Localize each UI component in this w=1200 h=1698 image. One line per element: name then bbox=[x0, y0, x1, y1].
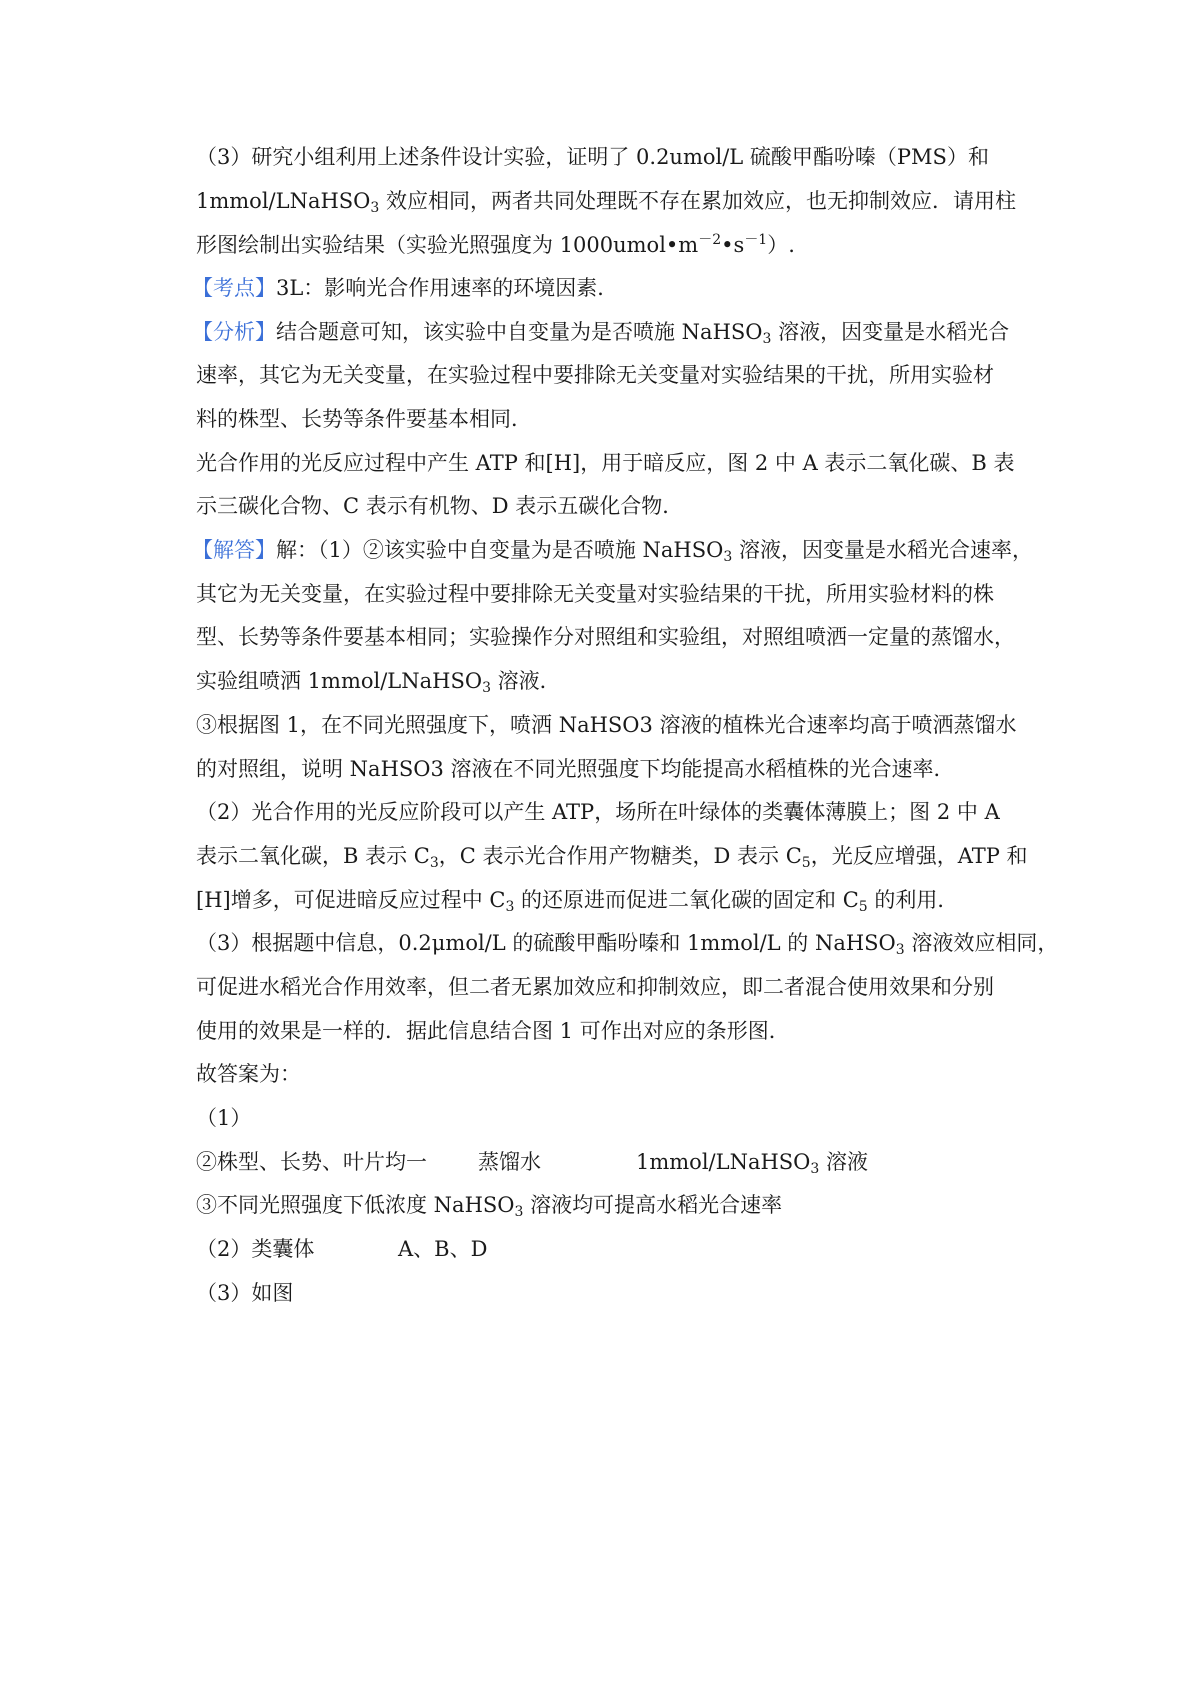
subscript: 3 bbox=[370, 200, 380, 216]
fenxi-tag: 【分析】 bbox=[192, 320, 276, 344]
text: 溶液均可提高水稻光合速率 bbox=[523, 1193, 783, 1217]
subscript: 3 bbox=[505, 899, 515, 915]
text: A、B、D bbox=[398, 1237, 488, 1261]
text: ，C 表示光合作用产物糖类，D 表示 C bbox=[438, 844, 802, 868]
text: 效应相同，两者共同处理既不存在累加效应，也无抑制效应．请用柱 bbox=[379, 189, 1016, 213]
text: 溶液效应相同， bbox=[904, 931, 1059, 955]
text: （1） bbox=[196, 1106, 252, 1130]
text: 1mmol/LNaHSO bbox=[196, 189, 371, 213]
question-3-line-3 bbox=[196, 231, 795, 259]
kaodian-tag: 【考点】 bbox=[192, 276, 276, 300]
text: 实验组喷洒 1mmol/LNaHSO bbox=[196, 669, 483, 693]
jieda-line-2 bbox=[196, 580, 994, 608]
subscript: 3 bbox=[810, 1161, 820, 1177]
answer-part-1 bbox=[196, 1104, 251, 1132]
jieda-line-11 bbox=[196, 973, 994, 1001]
subscript: 3 bbox=[723, 549, 733, 565]
text: 表示二氧化碳，B 表示 C bbox=[196, 844, 430, 868]
subscript: 3 bbox=[482, 680, 491, 696]
text: 速率，其它为无关变量，在实验过程中要排除无关变量对实验结果的干扰，所用实验材 bbox=[196, 363, 994, 387]
answer-part-2 bbox=[196, 1235, 314, 1263]
text: 解：（1）②该实验中自变量为是否喷施 NaHSO bbox=[276, 538, 724, 562]
text: •s bbox=[721, 233, 745, 257]
fenxi-line-2 bbox=[196, 361, 994, 389]
question-3-line-1 bbox=[196, 143, 989, 171]
jieda-line-3 bbox=[196, 623, 1015, 651]
text: （2）光合作用的光反应阶段可以产生 ATP，场所在叶绿体的类囊体薄膜上；图 2 中 A bbox=[196, 800, 1000, 824]
text: ，光反应增强，ATP 和 bbox=[810, 844, 1028, 868]
text: 故答案为： bbox=[196, 1062, 301, 1086]
text: 结合题意可知，该实验中自变量为是否喷施 NaHSO bbox=[276, 320, 763, 344]
text: 型、长势等条件要基本相同；实验操作分对照组和实验组，对照组喷洒一定量的蒸馏水， bbox=[196, 625, 1015, 649]
jieda-line-8 bbox=[196, 842, 1028, 870]
text: 溶液 bbox=[819, 1150, 868, 1174]
fenxi-line-5 bbox=[196, 492, 683, 520]
answer-intro bbox=[196, 1060, 301, 1088]
answer-part-2-options bbox=[398, 1235, 487, 1263]
jieda-line-9 bbox=[196, 886, 958, 914]
text: 蒸馏水 bbox=[478, 1150, 541, 1174]
subscript: 3 bbox=[762, 331, 772, 347]
text: （3）根据题中信息，0.2μmol/L 的硫酸甲酯吩嗪和 1mmol/L 的 NaHSO bbox=[196, 931, 896, 955]
answer-2-item-1 bbox=[196, 1148, 427, 1176]
text: 的对照组，说明 NaHSO3 溶液在不同光照强度下均能提高水稻植株的光合速率． bbox=[196, 757, 955, 781]
fenxi-line-4 bbox=[196, 449, 1015, 477]
fenxi-line-3 bbox=[196, 405, 532, 433]
text: 形图绘制出实验结果（实验光照强度为 1000umol•m bbox=[196, 233, 699, 257]
text: 光合作用的光反应过程中产生 ATP 和[H]，用于暗反应，图 2 中 A 表示二氧化碳、B 表 bbox=[196, 451, 1015, 475]
jieda-tag: 【解答】 bbox=[192, 538, 276, 562]
text: ③根据图 1，在不同光照强度下，喷洒 NaHSO3 溶液的植株光合速率均高于喷洒蒸馏水 bbox=[196, 713, 1017, 737]
superscript: －2 bbox=[698, 232, 722, 248]
jieda-line-10 bbox=[196, 929, 1058, 957]
text: 的利用． bbox=[867, 888, 959, 912]
text: 使用的效果是一样的．据此信息结合图 1 可作出对应的条形图． bbox=[196, 1019, 790, 1043]
jieda-line-4 bbox=[196, 667, 561, 695]
text: 可促进水稻光合作用效率，但二者无累加效应和抑制效应，即二者混合使用效果和分别 bbox=[196, 975, 994, 999]
jieda-line-12 bbox=[196, 1017, 790, 1045]
superscript: －1 bbox=[744, 232, 768, 248]
text: ③不同光照强度下低浓度 NaHSO bbox=[196, 1193, 515, 1217]
text: 示三碳化合物、C 表示有机物、D 表示五碳化合物． bbox=[196, 494, 684, 518]
text: 溶液，因变量是水稻光合速率， bbox=[732, 538, 1033, 562]
question-3-line-2 bbox=[196, 187, 1016, 215]
text: [H]增多，可促进暗反应过程中 C bbox=[196, 888, 506, 912]
subscript: 3 bbox=[429, 855, 439, 871]
text: 溶液． bbox=[490, 669, 561, 693]
jieda-line-6 bbox=[196, 755, 955, 783]
kaodian-text: 3L：影响光合作用速率的环境因素． bbox=[276, 276, 619, 300]
subscript: 3 bbox=[895, 942, 905, 958]
answer-2-item-2 bbox=[478, 1148, 541, 1176]
answer-part-3 bbox=[196, 1279, 293, 1307]
text: ）. bbox=[767, 233, 795, 257]
subscript: 3 bbox=[514, 1204, 524, 1220]
subscript: 5 bbox=[801, 855, 811, 871]
answer-2-item-3 bbox=[636, 1148, 868, 1176]
text: 的还原进而促进二氧化碳的固定和 C bbox=[514, 888, 859, 912]
text: 其它为无关变量，在实验过程中要排除无关变量对实验结果的干扰，所用实验材料的株 bbox=[196, 582, 994, 606]
text: ②株型、长势、叶片均一 bbox=[196, 1150, 427, 1174]
jieda-line-7 bbox=[196, 798, 1000, 826]
text: 料的株型、长势等条件要基本相同． bbox=[196, 407, 532, 431]
subscript: 5 bbox=[858, 899, 868, 915]
fenxi-line-1 bbox=[192, 318, 1009, 346]
text: 溶液，因变量是水稻光合 bbox=[771, 320, 1010, 344]
text: 1mmol/LNaHSO bbox=[636, 1150, 811, 1174]
answer-3-line bbox=[196, 1191, 782, 1219]
text: （2）类囊体 bbox=[196, 1237, 315, 1261]
jieda-line-1 bbox=[192, 536, 1033, 564]
text: （3）研究小组利用上述条件设计实验，证明了 0.2umol/L 硫酸甲酯吩嗪（PMS）和 bbox=[196, 145, 989, 169]
kaodian-line bbox=[192, 274, 618, 302]
text: （3）如图 bbox=[196, 1281, 294, 1305]
jieda-line-5 bbox=[196, 711, 1017, 739]
